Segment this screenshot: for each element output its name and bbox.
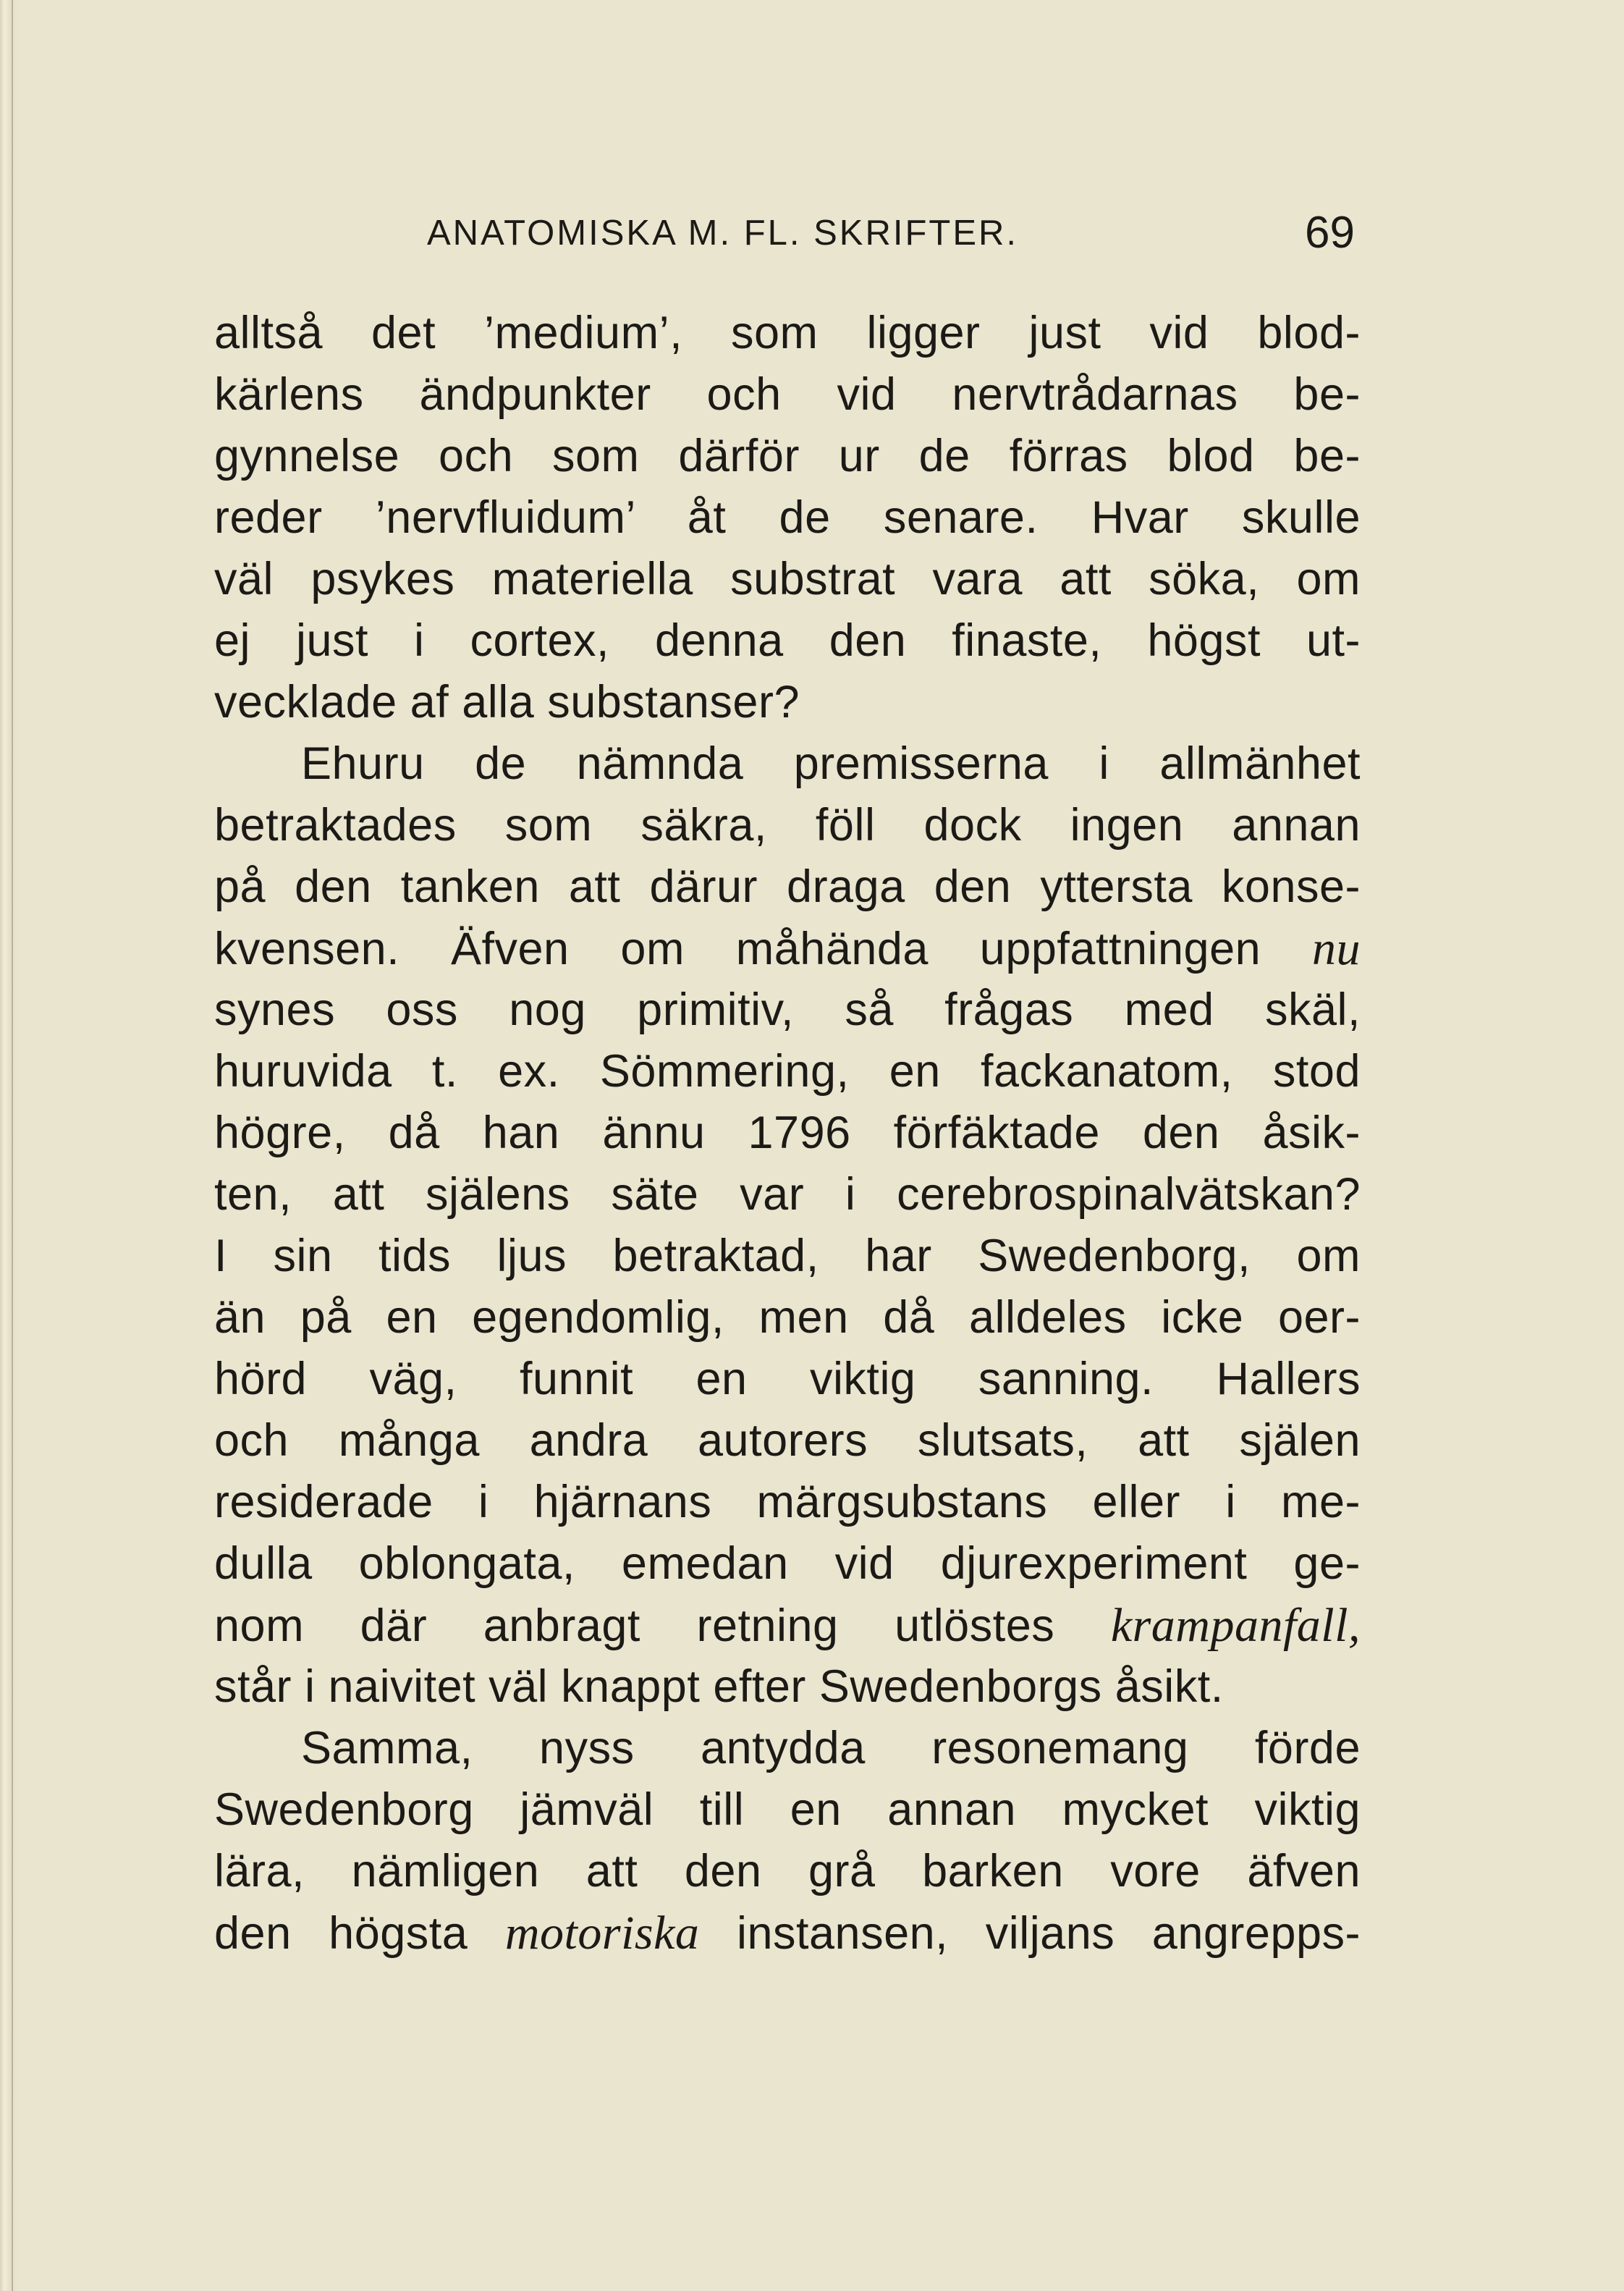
- text-line: vecklade af alla substanser?: [214, 677, 800, 727]
- text-line: väl psykes materiella substrat vara att söka, om: [214, 554, 1361, 604]
- emphasis-nu: nu: [1312, 922, 1361, 975]
- page-number: 69: [1305, 208, 1355, 258]
- text-line: Swedenborg jämväl till en annan mycket viktig: [214, 1784, 1361, 1835]
- text-line: betraktades som säkra, föll dock ingen annan: [214, 800, 1361, 851]
- line-text: nom där anbragt retning utlöstes: [214, 1600, 1055, 1651]
- text-line: Samma, nyss antydda resonemang förde: [301, 1723, 1361, 1773]
- body-text: [214, 303, 1361, 1964]
- line-text: kvensen. Äfven om måhända uppfattningen: [214, 924, 1261, 974]
- text-line: dulla oblongata, emedan vid djurexperiment ge-: [214, 1538, 1361, 1589]
- text-line: kärlens ändpunkter och vid nervtrådarnas be-: [214, 369, 1361, 420]
- text-line: står i naivitet väl knappt efter Swedenborgs åsikt.: [214, 1661, 1224, 1712]
- text-line: hörd väg, funnit en viktig sanning. Hallers: [214, 1354, 1361, 1404]
- line-text: instansen, viljans angrepps-: [736, 1908, 1361, 1959]
- text-line: residerade i hjärnans märgsubstans eller i me-: [214, 1477, 1361, 1527]
- page-header: [427, 204, 1355, 262]
- text-line: på den tanken att därur draga den yttersta konse-: [214, 861, 1361, 912]
- text-line: huruvida t. ex. Sömmering, en fackanatom, stod: [214, 1046, 1361, 1097]
- text-line: och många andra autorers slutsats, att själen: [214, 1415, 1361, 1466]
- text-line: högre, då han ännu 1796 förfäktade den åsik-: [214, 1107, 1361, 1158]
- text-line: reder ’nervfluidum’ åt de senare. Hvar skulle: [214, 492, 1361, 543]
- emphasis-motoriska: motoriska: [504, 1907, 700, 1959]
- text-line: alltså det ’medium’, som ligger just vid blod-: [214, 308, 1361, 358]
- binding-edge: [12, 0, 13, 2291]
- text-line: än på en egendomlig, men då alldeles icke oer-: [214, 1292, 1361, 1343]
- text-line: ej just i cortex, denna den finaste, högst ut-: [214, 615, 1361, 666]
- text-line: ten, att själens säte var i cerebrospinalvätskan?: [214, 1169, 1361, 1220]
- line-text: den högsta: [214, 1908, 468, 1959]
- text-line: I sin tids ljus betraktad, har Swedenborg, om: [214, 1231, 1361, 1281]
- text-line: [214, 1902, 1361, 1964]
- running-head: ANATOMISKA M. FL. SKRIFTER.: [427, 214, 1019, 253]
- text-line: [214, 1595, 1361, 1656]
- text-line: Ehuru de nämnda premisserna i allmänhet: [301, 738, 1361, 789]
- text-line: [214, 918, 1361, 979]
- page-gutter: [0, 0, 20, 2291]
- text-line: lära, nämligen att den grå barken vore äfven: [214, 1846, 1361, 1896]
- text-line: gynnelse och som därför ur de förras blod be-: [214, 431, 1361, 481]
- text-line: synes oss nog primitiv, så frågas med skäl,: [214, 984, 1361, 1035]
- emphasis-krampanfall: krampanfall,: [1110, 1599, 1361, 1652]
